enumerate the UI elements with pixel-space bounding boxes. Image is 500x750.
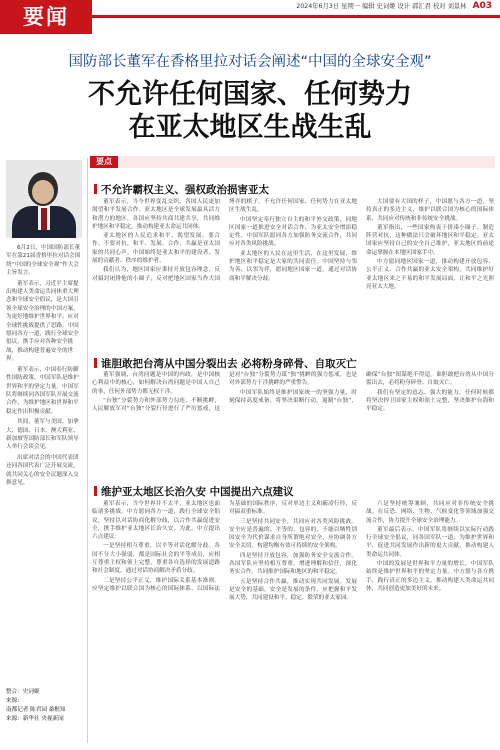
kicker: 国防部长董军在香格里拉对话会阐述“中国的全球安全观” [68, 54, 432, 70]
left-paragraph: 6月2日，中国国防部长董军在第21届香格里拉对话会围绕“中国的全球安全观”作大会主旨发言。 [6, 245, 81, 277]
page-number: A03 [472, 1, 492, 11]
body-paragraph: 中国坚定奉行独立自主的和平外交政策，同地区国家一道推进安全对话合作，为亚太安全增添稳定性。中国军队愿同各方加强防务交流合作，共同应对各类风险挑战。 [229, 216, 357, 248]
section-title: 不允许霸权主义、强权政治损害亚太 [94, 182, 269, 197]
body-paragraph: 中国军队始终是维护国家统一的坚强力量，时刻保持高度戒备，将坚决果断行动，遏制“台独”，确保“台独”图谋绝不得逞。谁胆敢把台湾从中国分裂出去，必将粉身碎骨、自取灭亡。 [229, 372, 494, 404]
body-paragraph: 亚太地区的人民追求和平、渴望发展、要合作、不要对抗，和平、发展、合作、共赢是亚太国家的共同心声。中国始终是亚太和平的建设者、发展的贡献者、秩序的维护者。 [92, 233, 220, 265]
body-paragraph: 董军指出，一些国家热衷于拼凑小圈子、制造阵营对抗，这种做法只会破坏地区和平稳定。亚太国家应坚持自己的安全自己维护，亚太地区的前途命运掌握在本地区国家手中。 [366, 224, 494, 256]
body-paragraph: 二是坚持公平正义，维护国际关系基本准则。应坚定维护以联合国为核心的国际体系、以国际法为基础的国际秩序，反对单边主义和霸凌行径，反对搞双重标准。 [92, 501, 357, 592]
body-paragraph: 亚太地区的人民在这里生活、在这里发展，维护地区和平稳定是大家的共同责任。中国坚持与邻为善、以邻为伴，愿同地区国家一道，通过对话协商和平解决分歧。 [229, 250, 357, 282]
left-column-text [6, 244, 82, 489]
section-body [92, 500, 494, 745]
left-paragraph: 董军表示，中国奉行防御性国防政策，中国军队是维护世界和平的坚定力量。中国军队将继续同各国军队开展交流合作，为维护地区和世界和平稳定作出积极贡献。 [6, 366, 79, 415]
body-paragraph: 一是坚持相互尊重，以平等对话化解分歧。各国不分大小强弱，都是国际社会的平等成员，应相互尊重主权和领土完整，尊重各自选择的发展道路和社会制度，通过对话协商解决矛盾分歧。 [92, 543, 220, 575]
headline [0, 78, 500, 144]
page-header [0, 0, 500, 34]
section-title: 谁胆敢把台湾从中国分裂出去 必将粉身碎骨、自取灭亡 [94, 356, 357, 371]
credits [6, 688, 86, 724]
body-paragraph: 五是坚持合作共赢，推动实现共同发展。发展是安全的基础，安全是发展的条件，应把握和平发展大势，共同建设和平、稳定、繁荣的亚太家园。 [229, 578, 357, 602]
body-paragraph: “台独”分裂势力和外部势力勾连、不断挑衅，人民解放军对“台独”分裂行径进行了严厉惩戒，这是对“台独”分裂势力谋“独”挑衅的强力惩戒，也是对外部势力干涉挑衅的严重警告。 [92, 372, 357, 413]
left-paragraph: 董军表示，习近平主席提出构建人类命运共同体重大理念和全球安全倡议，是大国引领全球安全治理的中国方案，为更好地维护世界和平、应对全球性挑战提供了思路。中国愿同各方一道，践行全球安全倡议，携手应对各种安全挑战，推动构建普遍安全的世界。 [6, 280, 79, 363]
body-paragraph: 我们认为，地区国家应秉持开放包容理念，反对搞封闭排他的小圈子，反对把地区国家当作大国博弈的棋子，不允许任何国家、任何势力在亚太地区生战生乱。 [92, 199, 357, 282]
headline-line-1: 不允许任何国家、任何势力 [88, 79, 412, 110]
credit-sources-label: 来源： [6, 698, 23, 704]
body-paragraph: 三是坚持共同安全，共同应对各类风险挑战。安全应是普遍的、平等的、包容的，不能以牺牲别国安全为代价谋求自身所谓绝对安全，应协调各方安全关切，构建均衡有效可持续的安全架构。 [229, 518, 357, 550]
section-label: 要闻 [0, 0, 92, 34]
body-paragraph: 董军表示，当今世界并不太平，亚太地区也面临诸多挑战。中方愿同各方一道，践行全球安全倡议，坚持以对话协商化解分歧，以合作共赢促进安全，携手维护亚太地区长治久安。为此，中方提出六点建议： [92, 501, 220, 541]
headline-line-2: 在亚太地区生战生乱 [128, 112, 372, 143]
body-paragraph: 六是坚持统筹兼顾，共同应对非传统安全挑战。在反恐、网络、生物、气候变化等领域加强交流合作，协力提升全球安全治理能力。 [366, 501, 494, 524]
portrait-tie [41, 208, 47, 230]
body-paragraph: 董军表示，当今世界变乱交织，各国人民更加渴望和平发展合作。亚太地区是全球发展最具活力和潜力的地区，各国应坚持共商共建共享，共同维护地区和平稳定，推动构建亚太命运共同体。 [92, 199, 220, 230]
keypoints-tag: 要点 [90, 156, 118, 168]
dateline-text: 2024年6月3日 星期一 编辑 史词姬 设计 郭汇君 校对 刘景林 [296, 3, 467, 10]
body-paragraph: 大国要有大国的样子，中国愿与各方一道，坚持真正的多边主义，维护以联合国为核心的国际体系，共同应对传统和非传统安全挑战。 [366, 199, 494, 222]
section-body [92, 198, 494, 354]
credit-source-2: 来源：新华社 央视新闻 [6, 716, 64, 722]
body-paragraph: 我们有坚定的意志、强大的能力，任何时候都将坚决捍卫国家主权和领土完整，坚决维护台海和平稳定。 [366, 389, 494, 413]
body-paragraph: 中国的发展是世界和平力量的增长，中国军队始终是维护世界和平的坚定力量。中方愿与各方携手，践行真正的多边主义，推动构建人类命运共同体，共同创造更加美好的未来。 [366, 561, 494, 592]
dateline [296, 1, 492, 11]
section-title: 维护亚太地区长治久安 中国提出六点建议 [94, 484, 294, 499]
portrait-photo [6, 160, 82, 238]
body-paragraph: 董军强调，台湾问题是中国的内政，是中国核心利益中的核心，如何解决台湾问题是中国人自己的事，任何外部势力都无权干涉。 [92, 372, 220, 395]
left-paragraph: 其间，董军与美国、加拿大、德国、日本、澳大利亚、新加坡等国防部长和军队领导人举行会谈会见。 [6, 419, 79, 451]
body-paragraph: 四是坚持开放包容，加强防务安全交流合作。各国军队应坚持相互尊重，增进理解和信任，深化务实合作，共同维护国际和地区的和平稳定。 [229, 552, 357, 576]
left-paragraph: 出席对话会的中国代表团还同各国代表广泛开展交流，就共同关心的安全议题深入交换意见。 [6, 454, 79, 486]
header-rule [92, 15, 500, 18]
column-divider [87, 158, 88, 743]
body-paragraph: 中方愿同地区国家一道，推动构建开放包容、公平正义、合作共赢的亚太安全架构，共同维护好亚太地区来之不易的和平发展局面，让和平之光照亮亚太大地。 [366, 259, 494, 290]
body-paragraph: 董军最后表示，中国军队将继续以实际行动践行全球安全倡议，同各国军队一道，为维护世界和平、促进共同发展作出新的更大贡献，推动构建人类命运共同体。 [366, 526, 494, 558]
credit-source-1: 南都记者 陈君园 桑楷知 [6, 707, 66, 713]
credit-editor: 整合：史词姬 [6, 689, 40, 695]
section-body [92, 371, 494, 481]
keypoints-bar [90, 156, 495, 168]
portrait-face [32, 180, 54, 204]
